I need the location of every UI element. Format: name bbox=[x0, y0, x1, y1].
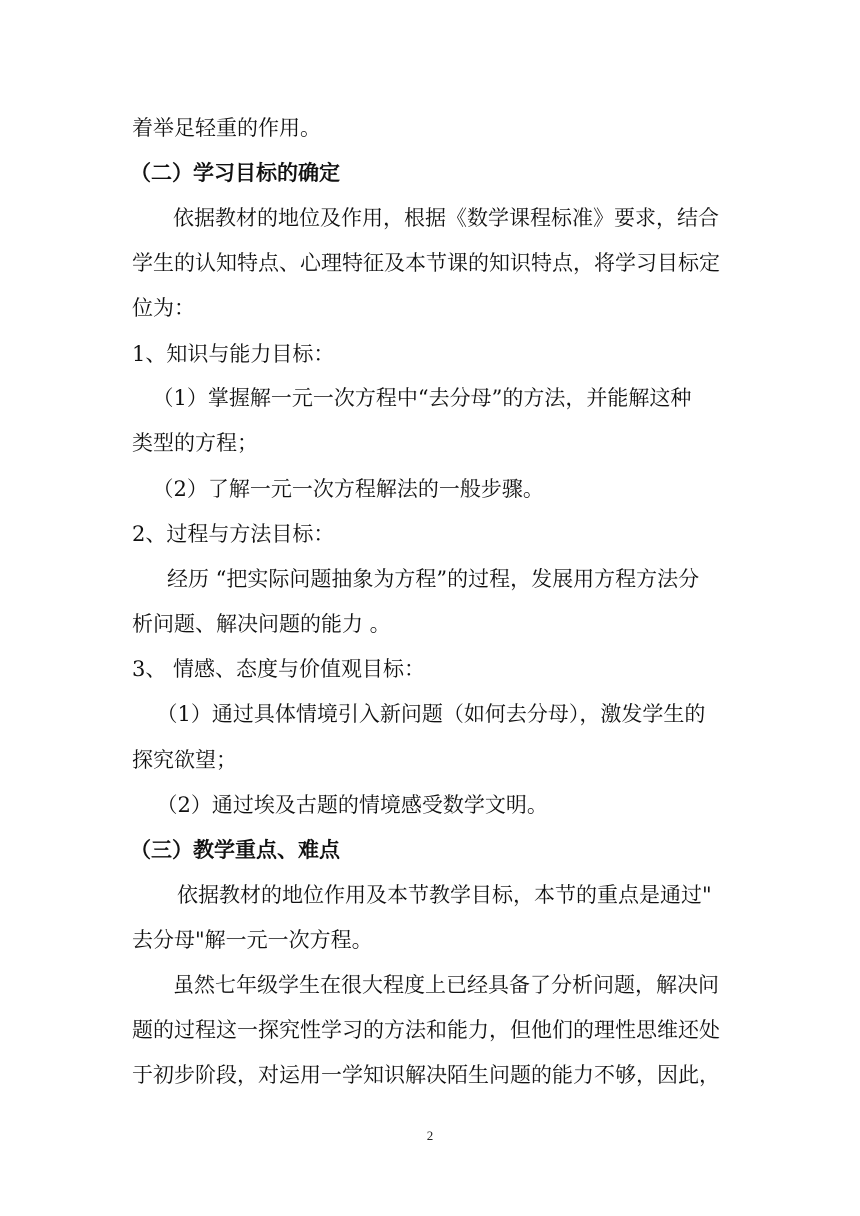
text-line: （2）通过埃及古题的情境感受数学文明。 bbox=[146, 793, 548, 817]
text-line: 探究欲望； bbox=[132, 748, 237, 772]
text-line: 3、 情感、态度与价值观目标： bbox=[132, 657, 426, 681]
text-line: 依据教材的地位及作用，根据《数学课程标准》要求，结合 bbox=[152, 206, 719, 230]
section-heading: （三）教学重点、难点 bbox=[130, 837, 340, 862]
text-line: 着举足轻重的作用。 bbox=[132, 116, 321, 140]
text-line: （1）掌握解一元一次方程中“去分母”的方法，并能解这种 bbox=[142, 386, 692, 410]
text-line: 经历 “把实际问题抽象为方程”的过程，发展用方程方法分 bbox=[146, 567, 700, 591]
text-line: 于初步阶段，对运用一学知识解决陌生问题的能力不够，因此， bbox=[132, 1063, 720, 1087]
text-line: 虽然七年级学生在很大程度上已经具备了分析问题，解决问 bbox=[152, 973, 719, 997]
text-line: 类型的方程； bbox=[132, 431, 258, 455]
section-heading: （二）学习目标的确定 bbox=[130, 160, 340, 185]
text-line: 学生的认知特点、心理特征及本节课的知识特点，将学习目标定 bbox=[132, 251, 720, 275]
text-line: 2、过程与方法目标： bbox=[132, 522, 335, 546]
text-line: （1）通过具体情境引入新问题（如何去分母），激发学生的 bbox=[146, 702, 706, 726]
text-line: 依据教材的地位作用及本节教学目标，本节的重点是通过" bbox=[156, 883, 712, 907]
text-line: 位为： bbox=[132, 296, 195, 320]
text-line: 题的过程这一探究性学习的方法和能力，但他们的理性思维还处 bbox=[132, 1018, 720, 1042]
text-line: 析问题、解决问题的能力 。 bbox=[132, 612, 391, 636]
text-line: 1、知识与能力目标： bbox=[132, 342, 335, 366]
text-line: （2）了解一元一次方程解法的一般步骤。 bbox=[142, 477, 544, 501]
text-line: 去分母"解一元一次方程。 bbox=[132, 928, 373, 952]
page-number: 2 bbox=[426, 1128, 434, 1143]
